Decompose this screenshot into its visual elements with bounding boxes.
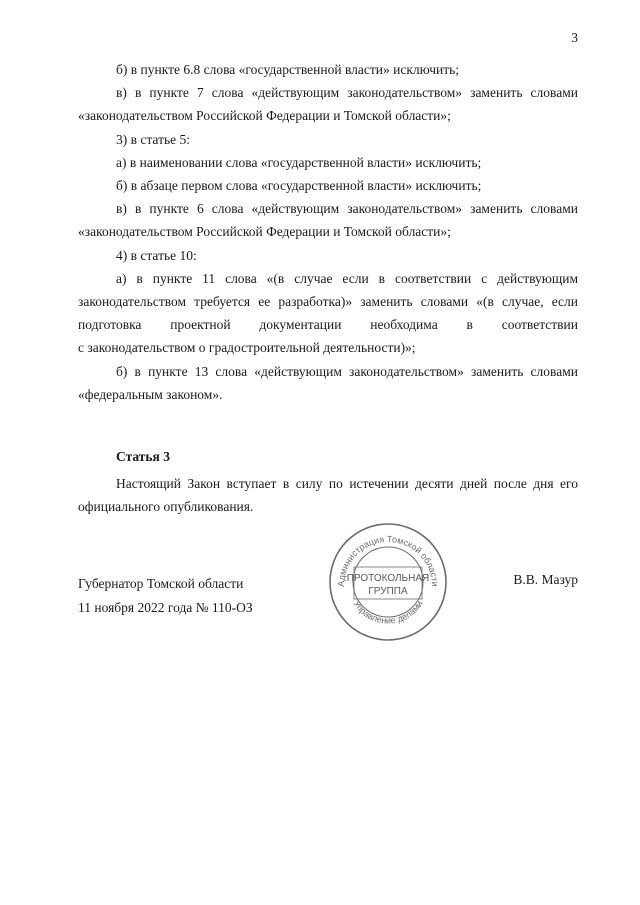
- governor-name: В.В. Мазур: [513, 572, 578, 587]
- paragraph-6: [78, 197, 578, 243]
- paragraph-5b: б) в абзаце первом слова «государственной власти» исключить;: [116, 178, 482, 194]
- article-3-line-1: Настоящий Закон вступает в силу по истечении десяти дней после дня его: [116, 476, 578, 491]
- paragraph-13-line-2: «федеральным законом».: [78, 386, 223, 402]
- paragraph-11-line-3: подготовка проектной документации необходима в соответствии: [78, 317, 578, 333]
- official-seal-stamp: [326, 520, 450, 644]
- seal-ring-top-text: Администрация Томской области: [335, 533, 441, 587]
- document-body: [78, 58, 578, 406]
- paragraph-11-line-4: с законодательством о градостроительной деятельности)»;: [78, 340, 416, 356]
- paragraph-article-5: 3) в статье 5:: [116, 131, 190, 147]
- paragraph-11-line-1: а) в пункте 11 слова «(в случае если в соответствии с действующим: [116, 270, 578, 286]
- article-3-line-2: официального опубликования.: [78, 499, 254, 515]
- paragraph-7-line-2: «законодательством Российской Федерации и Томской области»;: [78, 108, 451, 124]
- seal-center-line-1: ПРОТОКОЛЬНАЯ: [346, 573, 430, 584]
- paragraph-11-line-2: законодательством требуется ее разработка)» заменить словами «(в случае, если: [78, 294, 578, 310]
- paragraph-11: [78, 267, 578, 360]
- law-date-number: 11 ноября 2022 года № 110-ОЗ: [78, 600, 253, 615]
- seal-ring-bottom-text: Управление делами: [351, 598, 425, 626]
- page-number: 3: [571, 30, 578, 45]
- paragraph-7: [78, 81, 578, 127]
- paragraph-6-line-1: в) в пункте 6 слова «действующим законодательством» заменить словами: [116, 201, 578, 217]
- paragraph-6-line-2: «законодательством Российской Федерации и Томской области»;: [78, 224, 451, 240]
- paragraph-13-line-1: б) в пункте 13 слова «действующим законодательством» заменить словами: [116, 363, 578, 379]
- seal-center-line-2: ГРУППА: [368, 586, 408, 597]
- governor-title: Губернатор Томской области: [78, 576, 244, 591]
- article-3-title: Статья 3: [116, 449, 170, 464]
- article-3-text: [78, 472, 578, 518]
- paragraph-13: [78, 360, 578, 406]
- paragraph-7-line-1: в) в пункте 7 слова «действующим законодательством» заменить словами: [116, 85, 578, 101]
- paragraph-article-10: 4) в статье 10:: [116, 247, 197, 263]
- paragraph-6-8: б) в пункте 6.8 слова «государственной власти» исключить;: [116, 62, 460, 77]
- signature-block: [78, 572, 253, 620]
- paragraph-5a: а) в наименовании слова «государственной власти» исключить;: [116, 154, 482, 170]
